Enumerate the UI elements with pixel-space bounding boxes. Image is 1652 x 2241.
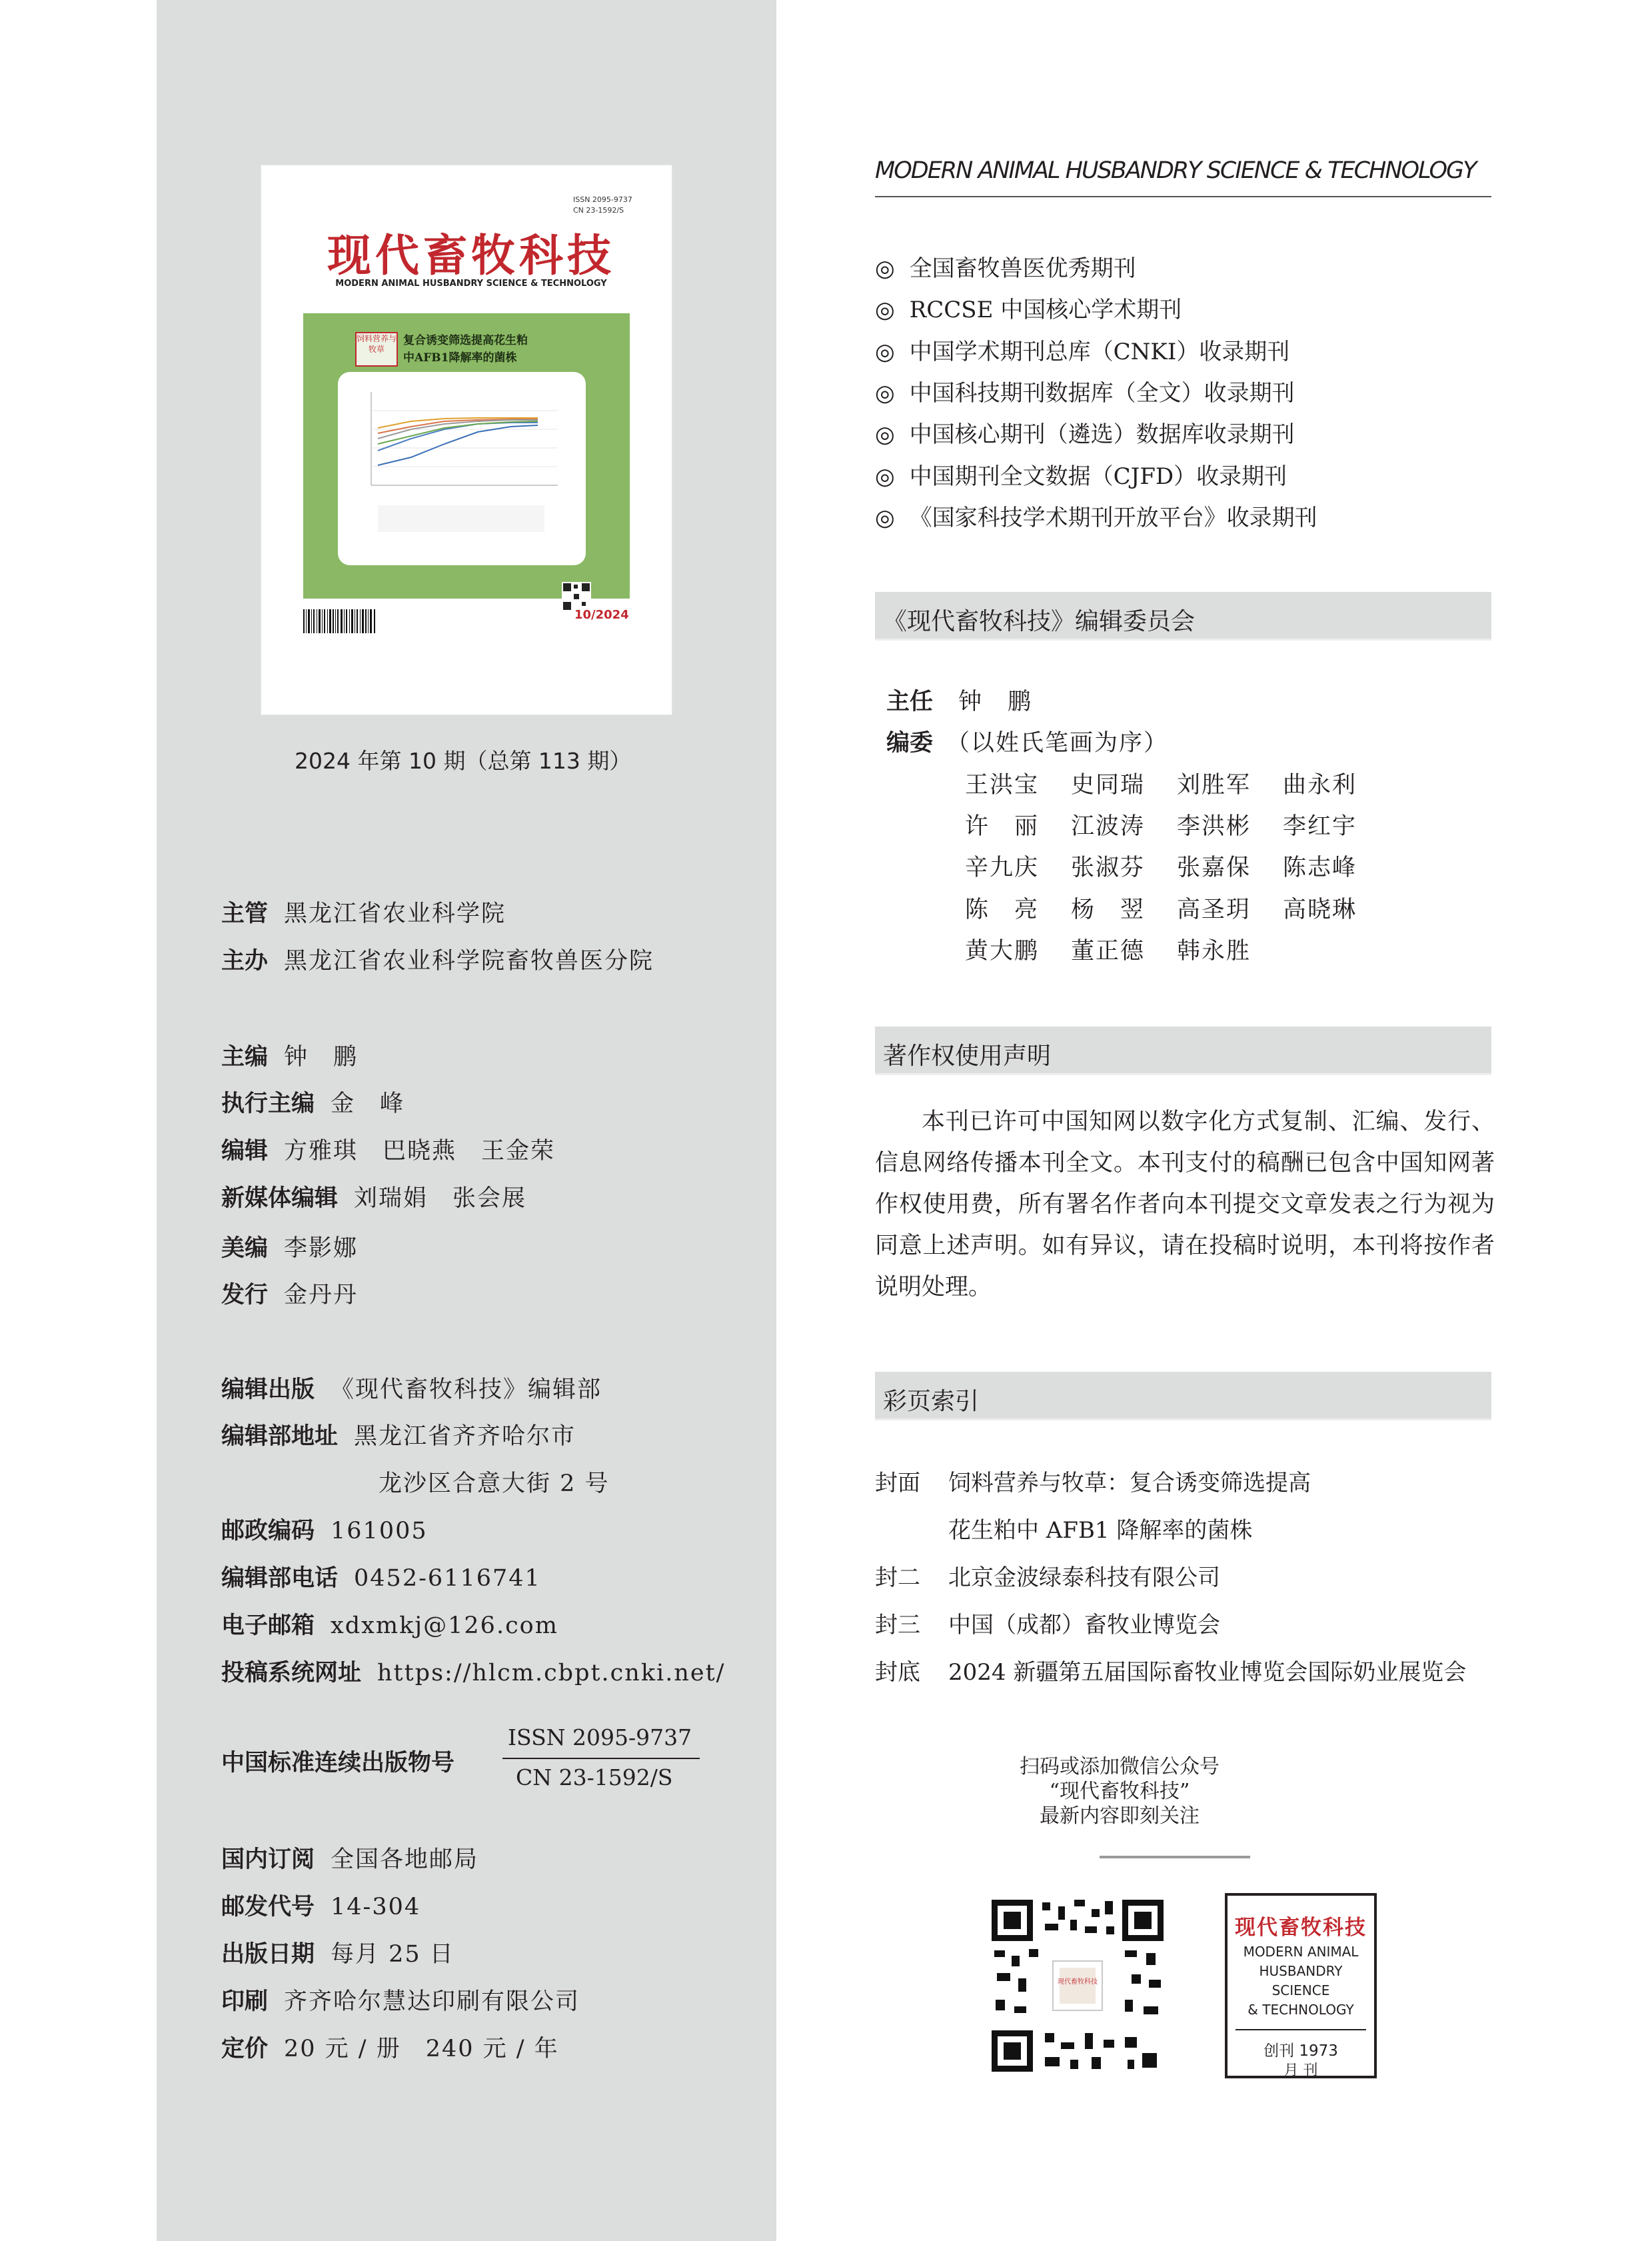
header-rule bbox=[875, 196, 1491, 197]
board-member: 江波涛 bbox=[1071, 813, 1146, 840]
board-member: 张嘉保 bbox=[1177, 855, 1251, 881]
masthead-value: 14-304 bbox=[331, 1894, 421, 1920]
honor-text: RCCSE 中国核心学术期刊 bbox=[909, 297, 1182, 323]
honor-bullet-icon: ◎ bbox=[875, 339, 895, 365]
masthead-label: 主管 bbox=[221, 901, 269, 927]
color-index-key: 封底 bbox=[875, 1659, 920, 1686]
english-journal-title: MODERN ANIMAL HUSBANDRY SCIENCE & TECHNOLOGY bbox=[875, 157, 1476, 184]
masthead-value: 龙沙区合意大街 2 号 bbox=[379, 1470, 610, 1497]
badge-frequency: 月 刊 bbox=[1283, 2062, 1318, 2079]
honor-item bbox=[875, 499, 1317, 532]
badge-founded: 创刊 1973 bbox=[1263, 2042, 1338, 2060]
masthead-price bbox=[221, 2030, 559, 2064]
color-index-value: 2024 新疆第五届国际畜牧业博览会国际奶业展览会 bbox=[948, 1659, 1467, 1686]
website-link[interactable]: https://hlcm.cbpt.cnki.net/ bbox=[377, 1660, 726, 1686]
masthead-subscription bbox=[221, 1841, 478, 1874]
cover-qr-code bbox=[562, 582, 591, 611]
masthead-postcode bbox=[221, 1512, 428, 1546]
board-member: 陈志峰 bbox=[1283, 855, 1357, 881]
cover-chart-illustration bbox=[338, 372, 586, 565]
masthead-pubdate bbox=[221, 1936, 454, 1969]
masthead-value: 黑龙江省农业科学院 bbox=[284, 901, 506, 927]
color-index-value: 饲料营养与牧草：复合诱变筛选提高 bbox=[948, 1470, 1311, 1496]
masthead-value: 0452-6116741 bbox=[354, 1565, 541, 1592]
board-member: 李红宇 bbox=[1283, 813, 1357, 840]
masthead-label: 编辑出版 bbox=[221, 1376, 315, 1403]
copyright-text: 本刊已许可中国知网以数字化方式复制、汇编、发行、信息网络传播本刊全文。本刊支付的稿酬已包含中国知网著作权使用费，所有署名作者向本刊提交文章发表之行为视为同意上述声明。如有异议，请在投稿时说明，本刊将按作者说明处理。 bbox=[875, 1109, 1495, 1300]
wechat-prompt-line: 最新内容即刻关注 bbox=[1040, 1804, 1200, 1828]
masthead-value: 20 元 / 册 240 元 / 年 bbox=[284, 2036, 559, 2062]
cover-green-panel bbox=[303, 313, 630, 599]
honor-bullet-icon: ◎ bbox=[875, 463, 895, 490]
cover-headline-line2: 中AFB1降解率的菌株 bbox=[403, 351, 517, 365]
masthead-label: 编辑 bbox=[221, 1138, 269, 1164]
board-note: （以姓氏笔画为序） bbox=[946, 730, 1169, 757]
board-member: 韩永胜 bbox=[1177, 938, 1251, 965]
color-index-item bbox=[875, 1559, 1220, 1592]
color-index-item bbox=[875, 1464, 1311, 1497]
honor-bullet-icon: ◎ bbox=[875, 421, 895, 448]
wechat-prompt-rule bbox=[1100, 1856, 1250, 1858]
color-index-item bbox=[875, 1606, 1220, 1639]
masthead-phone bbox=[221, 1560, 541, 1593]
cover-headline-line1: 复合诱变筛选提高花生粕 bbox=[403, 334, 528, 347]
email-link[interactable]: xdxmkj@126.com bbox=[331, 1612, 558, 1639]
masthead-label: 邮政编码 bbox=[221, 1518, 315, 1544]
color-index-value: 花生粕中 AFB1 降解率的菌株 bbox=[948, 1517, 1253, 1544]
section-title: 著作权使用声明 bbox=[883, 1043, 1052, 1070]
masthead-zhuban bbox=[221, 943, 654, 976]
masthead-value: 金丹丹 bbox=[284, 1282, 359, 1308]
board-section-header bbox=[875, 592, 1491, 641]
board-director-name: 钟 鹏 bbox=[958, 689, 1033, 715]
board-row bbox=[965, 808, 1357, 841]
board-member: 高晓琳 bbox=[1283, 897, 1357, 923]
masthead-label: 邮发代号 bbox=[221, 1894, 315, 1920]
cover-issn-text: ISSN 2095-9737 bbox=[573, 195, 632, 204]
masthead-publisher bbox=[221, 1371, 602, 1404]
color-index-value: 中国（成都）畜牧业博览会 bbox=[948, 1612, 1220, 1638]
board-member: 曲永利 bbox=[1283, 772, 1357, 799]
color-index-item bbox=[875, 1654, 1466, 1686]
honor-item bbox=[875, 250, 1136, 283]
masthead-label: 编辑部地址 bbox=[221, 1423, 339, 1450]
cover-tag: 饲料营养与牧草 bbox=[355, 332, 398, 367]
honor-item bbox=[875, 375, 1295, 407]
cover-cn-text: CN 23-1592/S bbox=[573, 206, 624, 215]
masthead-label: 主编 bbox=[221, 1044, 269, 1071]
masthead-value: 黑龙江省齐齐哈尔市 bbox=[354, 1423, 576, 1450]
masthead-label: 编辑部电话 bbox=[221, 1565, 339, 1592]
honor-text: 中国核心期刊（遴选）数据库收录期刊 bbox=[909, 421, 1295, 448]
masthead-label: 执行主编 bbox=[221, 1091, 315, 1117]
honor-text: 全国畜牧兽医优秀期刊 bbox=[909, 255, 1136, 282]
qr-logo-text: 现代畜牧科技 bbox=[1058, 1978, 1098, 1986]
masthead-value: 齐齐哈尔慧达印刷有限公司 bbox=[284, 1988, 580, 2015]
color-index-section-header bbox=[875, 1372, 1491, 1420]
board-member: 许 丽 bbox=[965, 813, 1040, 840]
color-index-key: 封二 bbox=[875, 1564, 920, 1591]
masthead-value: 全国各地邮局 bbox=[331, 1846, 479, 1873]
honor-item bbox=[875, 291, 1182, 324]
board-label: 编委 bbox=[886, 730, 934, 757]
cover-headline bbox=[403, 332, 603, 367]
badge-english-line: SCIENCE bbox=[1271, 1982, 1330, 1998]
honor-bullet-icon: ◎ bbox=[875, 255, 895, 282]
board-director bbox=[886, 683, 1032, 717]
masthead-label: 主办 bbox=[221, 948, 269, 975]
board-row bbox=[965, 933, 1251, 966]
honor-item bbox=[875, 333, 1289, 366]
masthead-address-line2 bbox=[379, 1465, 610, 1498]
board-row bbox=[965, 849, 1357, 883]
serial-issn: ISSN 2095-9737 bbox=[508, 1724, 692, 1750]
masthead-value: 161005 bbox=[331, 1518, 428, 1544]
masthead-label: 新媒体编辑 bbox=[221, 1185, 339, 1212]
masthead-value: 每月 25 日 bbox=[331, 1941, 454, 1968]
board-member: 王洪宝 bbox=[965, 772, 1040, 799]
board-member: 陈 亮 bbox=[965, 897, 1040, 923]
issue-line: 2024 年第 10 期（总第 113 期） bbox=[295, 748, 632, 774]
masthead-distribution bbox=[221, 1276, 358, 1310]
masthead-value: 方雅琪 巴晓燕 王金荣 bbox=[284, 1138, 556, 1164]
honor-item bbox=[875, 416, 1295, 449]
masthead-value: 《现代畜牧科技》编辑部 bbox=[331, 1376, 602, 1403]
masthead-label: 美编 bbox=[221, 1235, 269, 1262]
section-title: 彩页索引 bbox=[883, 1388, 980, 1415]
badge-title: 现代畜牧科技 bbox=[1235, 1916, 1367, 1940]
honor-item bbox=[875, 458, 1287, 491]
serial-cn: CN 23-1592/S bbox=[516, 1764, 673, 1790]
badge-english bbox=[1228, 1942, 1374, 2020]
board-member: 张淑芬 bbox=[1071, 855, 1146, 881]
cover-chart-image bbox=[338, 372, 586, 565]
serial-divider bbox=[502, 1758, 700, 1759]
badge-divider bbox=[1236, 2029, 1366, 2030]
masthead-email bbox=[221, 1607, 558, 1640]
board-label: 主任 bbox=[886, 689, 934, 715]
color-index-item-cont bbox=[948, 1512, 1252, 1544]
color-index-value: 北京金波绿泰科技有限公司 bbox=[948, 1564, 1220, 1591]
masthead-value: 刘瑞娟 张会展 bbox=[354, 1185, 527, 1212]
wechat-prompt-line: 扫码或添加微信公众号 bbox=[1020, 1755, 1220, 1778]
honor-bullet-icon: ◎ bbox=[875, 297, 895, 323]
masthead-value: 金 峰 bbox=[331, 1091, 405, 1117]
honor-text: 中国学术期刊总库（CNKI）收录期刊 bbox=[909, 339, 1290, 365]
masthead-label: 定价 bbox=[221, 2036, 269, 2062]
board-member: 杨 翌 bbox=[1071, 897, 1146, 923]
wechat-prompt-line: “现代畜牧科技” bbox=[1049, 1780, 1190, 1803]
cover-issn bbox=[573, 195, 632, 216]
masthead-label: 发行 bbox=[221, 1282, 269, 1308]
honor-bullet-icon: ◎ bbox=[875, 505, 895, 531]
board-member: 黄大鹏 bbox=[965, 938, 1040, 965]
honor-text: 中国科技期刊数据库（全文）收录期刊 bbox=[909, 380, 1295, 407]
masthead-printer bbox=[221, 1983, 580, 2016]
masthead-editors bbox=[221, 1132, 555, 1166]
cover-barcode bbox=[303, 605, 377, 635]
masthead-value: 钟 鹏 bbox=[284, 1044, 359, 1071]
masthead-value: 李影娜 bbox=[284, 1235, 359, 1262]
masthead-website bbox=[221, 1654, 725, 1688]
masthead-label: 印刷 bbox=[221, 1988, 269, 2015]
cover-title: 现代畜牧科技 bbox=[327, 229, 615, 281]
color-index-key: 封三 bbox=[875, 1612, 920, 1638]
masthead-zhuguan bbox=[221, 895, 506, 929]
cover-subtitle: MODERN ANIMAL HUSBANDRY SCIENCE & TECHNOLOGY bbox=[335, 279, 607, 289]
honor-text: 《国家科技学术期刊开放平台》收录期刊 bbox=[909, 505, 1317, 531]
masthead-label: 出版日期 bbox=[221, 1941, 315, 1968]
journal-badge bbox=[1225, 1893, 1377, 2078]
serial-label: 中国标准连续出版物号 bbox=[221, 1750, 455, 1776]
board-row bbox=[965, 891, 1357, 925]
board-member: 高圣玥 bbox=[1177, 897, 1251, 923]
color-index-key: 封面 bbox=[875, 1470, 920, 1496]
cover-thumbnail bbox=[261, 165, 672, 715]
masthead-art-editor bbox=[221, 1230, 358, 1263]
masthead-value: 黑龙江省农业科学院畜牧兽医分院 bbox=[284, 948, 654, 975]
board-member: 李洪彬 bbox=[1177, 813, 1251, 840]
honor-text: 中国期刊全文数据（CJFD）收录期刊 bbox=[909, 463, 1287, 490]
wechat-qr-code[interactable] bbox=[992, 1900, 1164, 2072]
masthead-zhubian bbox=[221, 1039, 358, 1072]
board-member: 史同瑞 bbox=[1071, 772, 1146, 799]
section-title: 《现代畜牧科技》编辑委员会 bbox=[883, 608, 1196, 635]
board-members-heading bbox=[886, 725, 1168, 758]
masthead-label: 国内订阅 bbox=[221, 1846, 315, 1873]
wechat-prompt bbox=[1013, 1754, 1226, 1828]
masthead-postal-code bbox=[221, 1888, 420, 1922]
masthead-address bbox=[221, 1418, 576, 1451]
board-member: 刘胜军 bbox=[1177, 772, 1251, 799]
badge-english-line: & TECHNOLOGY bbox=[1247, 2002, 1354, 2018]
badge-english-line: HUSBANDRY bbox=[1259, 1963, 1343, 1979]
masthead-executive-editor bbox=[221, 1085, 405, 1119]
badge-english-line: MODERN ANIMAL bbox=[1243, 1944, 1359, 1960]
masthead-label: 电子邮箱 bbox=[221, 1612, 315, 1639]
board-member: 董正德 bbox=[1071, 938, 1146, 965]
board-member: 辛九庆 bbox=[965, 855, 1040, 881]
masthead-label: 投稿系统网址 bbox=[221, 1660, 362, 1686]
honor-bullet-icon: ◎ bbox=[875, 380, 895, 407]
cover-issue-mark: 10/2024 bbox=[574, 608, 629, 622]
copyright-section-header bbox=[875, 1027, 1491, 1075]
board-row bbox=[965, 767, 1357, 800]
masthead-new-media-editors bbox=[221, 1180, 526, 1213]
